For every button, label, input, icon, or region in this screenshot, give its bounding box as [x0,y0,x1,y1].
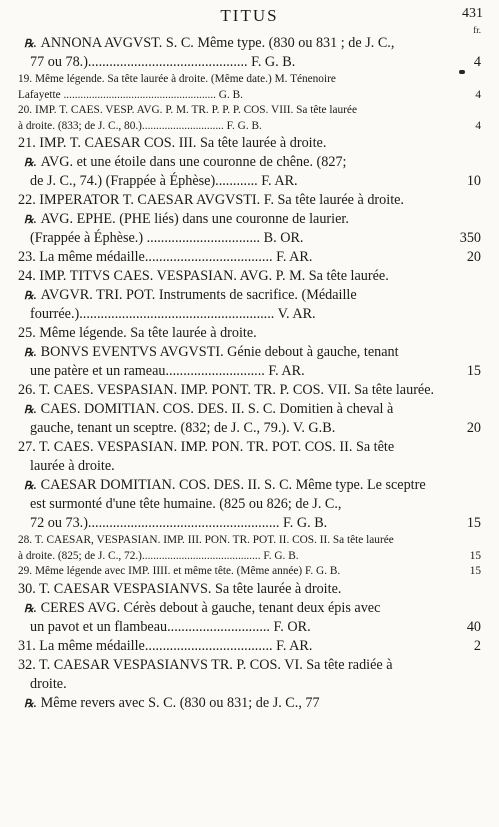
entry-line [0,637,499,656]
entry-line [0,103,499,119]
entry-text [18,324,257,343]
price-value: 4 [475,119,481,132]
entry-text [30,362,305,381]
catalog-entry [0,438,499,476]
entry-text [18,267,389,286]
entry-line [0,210,499,229]
entry-text [18,119,262,135]
catalog-entry [0,324,499,343]
entry-line [0,599,499,618]
entry-text [18,656,393,675]
entry-text [24,343,399,363]
price-value: 15 [466,515,481,531]
line-text: à droite. (833; de J. C., 80.)............................. F. G. B. [18,119,262,132]
entry-text [30,495,341,514]
entry-line [0,476,499,495]
line-text: 26. T. CAES. VESPASIAN. IMP. PONT. TR. P. COS. VII. Sa tête laurée. [18,382,435,398]
entry-line [0,381,499,400]
price-value: 10 [466,173,481,189]
entry-line [0,191,499,210]
entry-line [0,564,499,580]
entry-line [0,694,499,713]
entry-line [0,72,499,88]
entry-line [0,248,499,267]
catalog-entry [0,656,499,694]
entry-text [18,103,357,119]
catalog-entry [0,343,499,381]
catalog-entry [0,381,499,400]
line-text: 31. La même médaille.................................... F. AR. [18,637,313,654]
entry-line [0,286,499,305]
entry-line [0,229,499,248]
line-text: 72 ou 73.)...................................................... F. G. B. [30,515,328,531]
line-text: 77 ou 78.)............................................. F. G. B. [30,54,296,70]
catalog-entry [0,103,499,134]
line-text: à droite. (825; de J. C., 72.).......................................... F. G. B. [18,549,299,562]
entry-line [0,267,499,286]
entry-text [18,580,341,599]
entry-line [0,53,499,72]
catalog-entry [0,580,499,599]
line-text: 21. IMP. T. CAESAR COS. III. Sa tête laurée à droite. [18,135,327,151]
entry-text [30,305,316,324]
line-text: Même revers avec S. C. (830 ou 831; de J. C., 77 [40,694,320,711]
line-text: gauche, tenant un sceptre. (832; de J. C., 79.). V. G.B. [30,420,336,436]
entry-line [0,172,499,191]
entry-line [0,618,499,637]
line-text: un pavot et un flambeau............................. F. OR. [30,618,311,635]
catalog-entry [0,286,499,324]
line-text: BONVS EVENTVS AVGVSTI. Génie debout à gauche, tenant [40,344,399,360]
entry-text [24,599,380,619]
price-value: 20 [466,249,481,265]
entry-text [24,476,426,496]
entry-text [24,153,346,173]
price-column-label: fr. [473,25,481,35]
line-text: AVG. EPHE. (PHE liés) dans une couronne de laurier. [40,211,349,227]
entry-line [0,153,499,172]
entry-line [0,580,499,599]
line-text: AVG. et une étoile dans une couronne de chêne. (827; [40,154,347,170]
catalog-entry [0,400,499,438]
line-text: fourrée.)....................................................... V. AR. [30,306,316,322]
entry-text [30,172,298,191]
catalog-entry [0,210,499,248]
reverse-symbol: ℞. [24,602,37,615]
catalog-entry [0,153,499,191]
line-text: 32. T. CAESAR VESPASIANVS TR. P. COS. VI. Sa tête radiée à [18,656,393,673]
entry-line [0,419,499,438]
line-text: 20. IMP. T. CAES. VESP. AVG. P. M. TR. P. P. P. COS. VIII. Sa tête laurée [18,104,357,116]
reverse-symbol: ℞. [24,404,37,416]
price-value: 4 [475,88,481,101]
catalog-entry [0,476,499,533]
price-value: 40 [466,618,481,635]
price-value: 4 [473,54,481,70]
entry-line [0,119,499,135]
reverse-symbol: ℞. [24,157,37,169]
catalog-entry [0,72,499,103]
entry-text [18,248,312,267]
catalog-entry [0,191,499,210]
entry-text [18,564,340,580]
entry-text [24,210,349,230]
catalog-entry [0,248,499,267]
catalog-entry [0,267,499,286]
line-text: CAES. DOMITIAN. COS. DES. II. S. C. Domitien à cheval à [40,401,394,417]
catalog-entries [0,34,499,713]
entry-line [0,134,499,153]
line-text: 19. Même légende. Sa tête laurée à droite. (Même date.) M. Ténenoire [18,73,336,85]
line-text: CAESAR DOMITIAN. COS. DES. II. S. C. Même type. Le sceptre [40,477,426,493]
reverse-symbol: ℞. [24,38,37,50]
line-text: laurée à droite. [30,458,115,474]
line-text: une patère et un rameau............................ F. AR. [30,363,305,379]
page-number: 431 [462,6,483,21]
line-text: de J. C., 74.) (Frappée à Éphèse)............ F. AR. [30,173,298,189]
line-text: 23. La même médaille.................................... F. AR. [18,249,313,265]
entry-line [0,34,499,53]
entry-text [24,694,320,714]
entry-text [24,400,393,420]
line-text: 24. IMP. TITVS CAES. VESPASIAN. AVG. P. M. Sa tête laurée. [18,268,389,284]
reverse-symbol: ℞. [24,347,37,359]
entry-line [0,675,499,694]
entry-line [0,495,499,514]
entry-text [18,88,243,104]
line-text: 22. IMPERATOR T. CAESAR AVGVSTI. F. Sa tête laurée à droite. [18,192,404,208]
entry-line [0,305,499,324]
entry-line [0,533,499,549]
price-value: 15 [466,363,481,379]
catalog-entry [0,637,499,656]
entry-line [0,457,499,476]
price-value: 15 [469,565,481,577]
reverse-symbol: ℞. [24,697,37,710]
entry-line [0,514,499,533]
line-text: droite. [30,675,67,692]
catalog-entry [0,34,499,72]
line-text: AVGVR. TRI. POT. Instruments de sacrifice. (Médaille [40,287,357,303]
reverse-symbol: ℞. [24,480,37,492]
entry-text [18,549,299,565]
entry-text [18,134,326,153]
entry-line [0,400,499,419]
entry-text [24,34,394,54]
catalog-entry [0,533,499,564]
line-text: CERES AVG. Cérès debout à gauche, tenant deux épis avec [40,599,381,616]
entry-text [18,533,394,549]
price-value: 350 [459,230,481,246]
line-text: 29. Même légende avec IMP. IIII. et même tête. (Même année) F. G. B. [18,565,341,577]
line-text: 28. T. CAESAR, VESPASIAN. IMP. III. PON. TR. POT. II. COS. II. Sa tête laurée [18,534,394,546]
line-text: Lafayette ...................................................... G. B. [18,88,243,101]
entry-line [0,438,499,457]
entry-text [18,191,404,210]
entry-line [0,343,499,362]
page-title: TITUS [220,6,279,25]
reverse-symbol: ℞. [24,290,37,302]
entry-text [30,675,67,694]
entry-text [18,637,312,656]
catalog-entry [0,599,499,637]
ink-smudge [459,70,465,74]
entry-text [30,229,303,248]
entry-line [0,324,499,343]
line-text: (Frappée à Éphèse.) ................................ B. OR. [30,230,304,246]
entry-text [30,514,327,533]
line-text: 30. T. CAESAR VESPASIANVS. Sa tête laurée à droite. [18,580,342,597]
price-value: 15 [469,549,481,562]
entry-text [30,618,311,637]
price-value: 2 [473,637,481,654]
entry-line [0,656,499,675]
entry-text [18,381,434,400]
entry-line [0,88,499,104]
line-text: ANNONA AVGVST. S. C. Même type. (830 ou 831 ; de J. C., [40,35,395,51]
entry-line [0,362,499,381]
line-text: 27. T. CAES. VESPASIAN. IMP. PON. TR. POT. COS. II. Sa tête [18,439,395,455]
line-text: est surmonté d'une tête humaine. (825 ou 826; de J. C., [30,496,342,512]
reverse-symbol: ℞. [24,214,37,226]
catalog-entry [0,134,499,153]
entry-text [30,457,115,476]
catalog-entry [0,564,499,580]
line-text: 25. Même légende. Sa tête laurée à droite. [18,325,257,341]
entry-text [30,419,335,438]
entry-text [18,438,394,457]
page-header [0,4,499,35]
price-value: 20 [466,420,481,436]
entry-text [24,286,357,306]
entry-text [30,53,295,72]
catalog-entry [0,694,499,713]
entry-line [0,549,499,565]
entry-text [18,72,336,88]
